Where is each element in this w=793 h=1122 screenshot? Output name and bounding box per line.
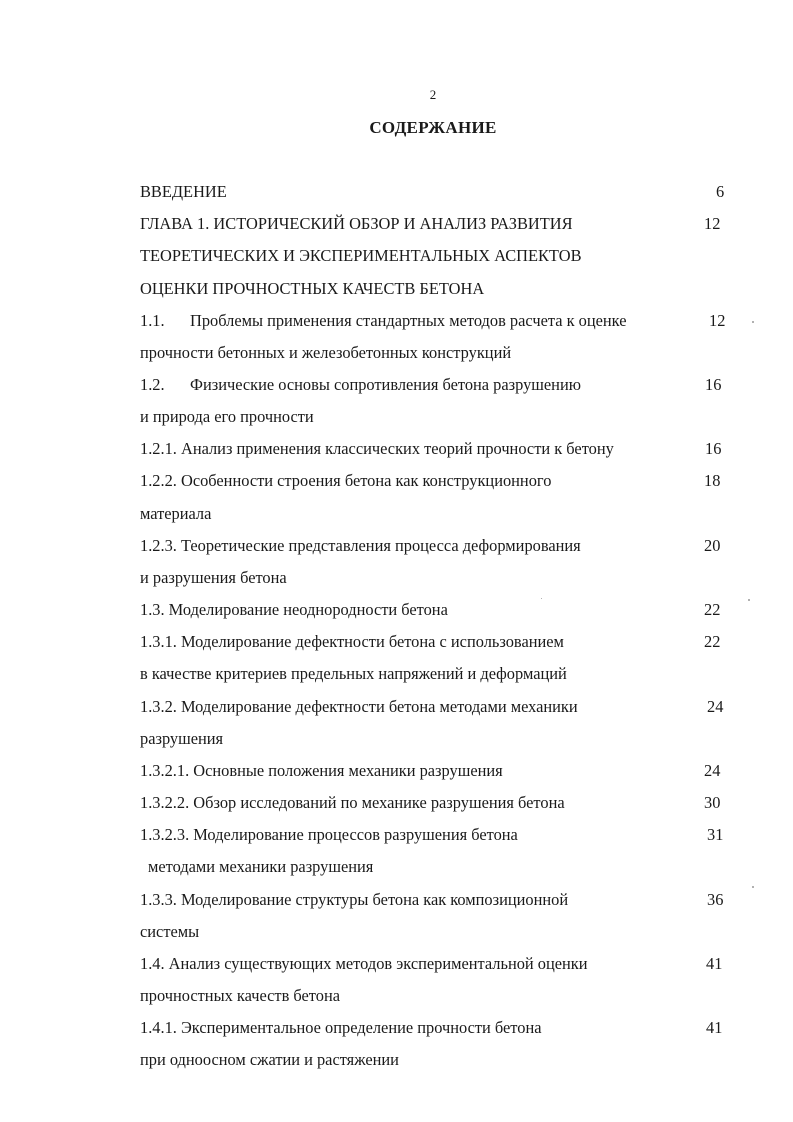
toc-entry-text: 1.3. Моделирование неоднородности бетона <box>140 600 448 619</box>
toc-entry-text: 1.3.2.2. Обзор исследований по механике разрушения бетона <box>140 793 565 812</box>
toc-entry-text: 1.3.2. Моделирование дефектности бетона методами механики <box>140 697 578 716</box>
scan-speck <box>541 598 542 599</box>
toc-entry-text: материала <box>140 504 212 523</box>
toc-entry-text: 1.3.2.1. Основные положения механики разрушения <box>140 761 503 780</box>
toc-entry-page: 22 <box>704 600 721 619</box>
toc-entry-page: 41 <box>706 1018 723 1037</box>
toc-entry-page: 30 <box>704 793 721 812</box>
toc-entry-text: в качестве критериев предельных напряжений и деформаций <box>140 664 567 683</box>
toc-entry-text: 1.2.2. Особенности строения бетона как конструкционного <box>140 471 552 490</box>
toc-entry-page: 16 <box>705 375 722 394</box>
toc-entry-title: Проблемы применения стандартных методов расчета к оценке <box>190 311 627 330</box>
toc-entry-text: прочности бетонных и железобетонных конструкций <box>140 343 512 362</box>
scan-speck <box>748 599 750 601</box>
toc-entry-page: 24 <box>704 761 721 780</box>
page-number: 2 <box>429 87 437 102</box>
toc-entry-page: 12 <box>709 311 726 330</box>
toc-entry-page: 6 <box>716 182 725 201</box>
toc-entry-page: 24 <box>707 697 724 716</box>
toc-entry-text: 1.3.1. Моделирование дефектности бетона с использованием <box>140 632 564 651</box>
toc-title: СОДЕРЖАНИЕ <box>369 118 497 137</box>
toc-entry-text: ОЦЕНКИ ПРОЧНОСТНЫХ КАЧЕСТВ БЕТОНА <box>140 279 485 298</box>
toc-entry-number: 1.1. <box>140 311 165 330</box>
toc-entry-text <box>140 311 627 331</box>
toc-entry-page: 20 <box>704 536 721 555</box>
toc-entry-text: при одноосном сжатии и растяжении <box>140 1050 399 1069</box>
toc-entry-text: 1.4. Анализ существующих методов экспериментальной оценки <box>140 954 588 973</box>
toc-entry-text: и разрушения бетона <box>140 568 287 587</box>
toc-entry-text: 1.3.3. Моделирование структуры бетона как композиционной <box>140 890 569 909</box>
toc-entry-text: 1.2.3. Теоретические представления процесса деформирования <box>140 536 581 555</box>
toc-entry-text: и природа его прочности <box>140 407 314 426</box>
toc-entry-text: системы <box>140 922 200 941</box>
toc-entry-text: ГЛАВА 1. ИСТОРИЧЕСКИЙ ОБЗОР И АНАЛИЗ РАЗВИТИЯ <box>140 214 573 233</box>
toc-entry-page: 16 <box>705 439 722 458</box>
toc-entry-text: прочностных качеств бетона <box>140 986 340 1005</box>
toc-entry-text: ТЕОРЕТИЧЕСКИХ И ЭКСПЕРИМЕНТАЛЬНЫХ АСПЕКТОВ <box>140 246 582 265</box>
toc-entry-number: 1.2. <box>140 375 165 394</box>
scan-speck <box>752 321 754 323</box>
toc-entry-text: 1.3.2.3. Моделирование процессов разрушения бетона <box>140 825 518 844</box>
toc-entry-page: 22 <box>704 632 721 651</box>
toc-entry-page: 18 <box>704 471 721 490</box>
toc-entry-text: 1.4.1. Экспериментальное определение прочности бетона <box>140 1018 542 1037</box>
toc-entry-page: 41 <box>706 954 723 973</box>
toc-entry-text: ВВЕДЕНИЕ <box>140 182 227 201</box>
toc-entry-text: разрушения <box>140 729 224 748</box>
scan-speck <box>752 886 754 888</box>
toc-entry-text <box>140 375 581 395</box>
toc-entry-page: 31 <box>707 825 724 844</box>
toc-entry-text: методами механики разрушения <box>148 857 374 876</box>
toc-entry-page: 36 <box>707 890 724 909</box>
toc-entry-title: Физические основы сопротивления бетона разрушению <box>190 375 581 394</box>
toc-entry-page: 12 <box>704 214 721 233</box>
toc-entry-text: 1.2.1. Анализ применения классических теорий прочности к бетону <box>140 439 614 458</box>
